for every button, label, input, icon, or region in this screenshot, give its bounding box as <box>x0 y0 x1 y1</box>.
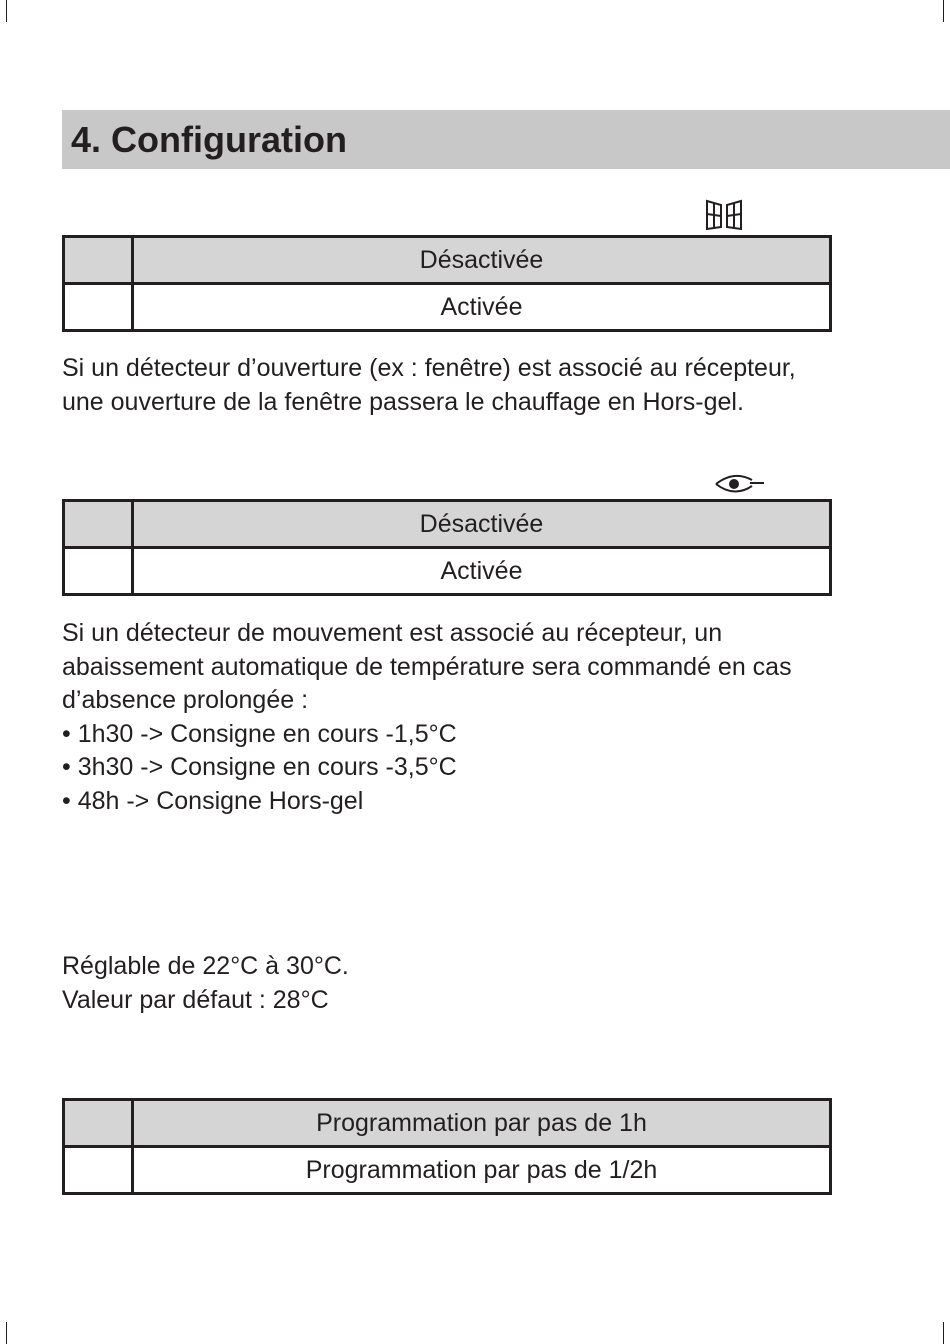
bullet-item: • 48h -> Consigne Hors-gel <box>62 786 364 815</box>
option-row[interactable] <box>64 1147 831 1194</box>
option-label: Désactivée <box>133 501 831 548</box>
option-row[interactable] <box>64 284 831 331</box>
crop-mark-top-left <box>6 0 7 22</box>
window-detection-description <box>62 352 796 419</box>
crop-mark-bottom-left <box>6 1322 7 1344</box>
crop-mark-bottom-right <box>943 1322 944 1344</box>
option-key-cell <box>64 284 133 331</box>
section-header <box>62 110 950 169</box>
option-key-cell <box>64 548 133 595</box>
temperature-limit-description <box>62 950 349 1017</box>
text-line: Réglable de 22°C à 30°C. <box>62 952 349 980</box>
option-label: Programmation par pas de 1/2h <box>133 1147 831 1194</box>
eye-icon <box>714 472 766 496</box>
text-line: Si un détecteur d’ouverture (ex : fenêtre) est associé au récepteur, <box>62 354 796 382</box>
option-row[interactable] <box>64 1100 831 1147</box>
option-label: Activée <box>133 548 831 595</box>
option-row[interactable] <box>64 548 831 595</box>
window-detection-options <box>62 235 832 332</box>
text-line: Si un détecteur de mouvement est associé au récepteur, un <box>62 619 723 647</box>
crop-mark-top-right <box>943 0 944 22</box>
option-label: Programmation par pas de 1h <box>133 1100 831 1147</box>
text-line: Valeur par défaut : 28°C <box>62 985 329 1014</box>
option-row[interactable] <box>64 237 831 284</box>
text-line: une ouverture de la fenêtre passera le chauffage en Hors-gel. <box>62 387 744 416</box>
bullet-item: • 3h30 -> Consigne en cours -3,5°C <box>62 753 457 781</box>
motion-detection-description <box>62 617 792 818</box>
text-line: abaissement automatique de température sera commandé en cas <box>62 652 792 681</box>
option-key-cell <box>64 237 133 284</box>
option-row[interactable] <box>64 501 831 548</box>
open-window-icon <box>705 197 743 233</box>
bullet-item: • 1h30 -> Consigne en cours -1,5°C <box>62 719 457 748</box>
option-label: Activée <box>133 284 831 331</box>
motion-detection-options <box>62 499 832 596</box>
option-key-cell <box>64 1147 133 1194</box>
option-key-cell <box>64 501 133 548</box>
text-line: d’absence prolongée : <box>62 686 309 714</box>
programming-step-options <box>62 1098 832 1195</box>
section-title: 4. Configuration <box>71 119 347 160</box>
option-label: Désactivée <box>133 237 831 284</box>
option-key-cell <box>64 1100 133 1147</box>
